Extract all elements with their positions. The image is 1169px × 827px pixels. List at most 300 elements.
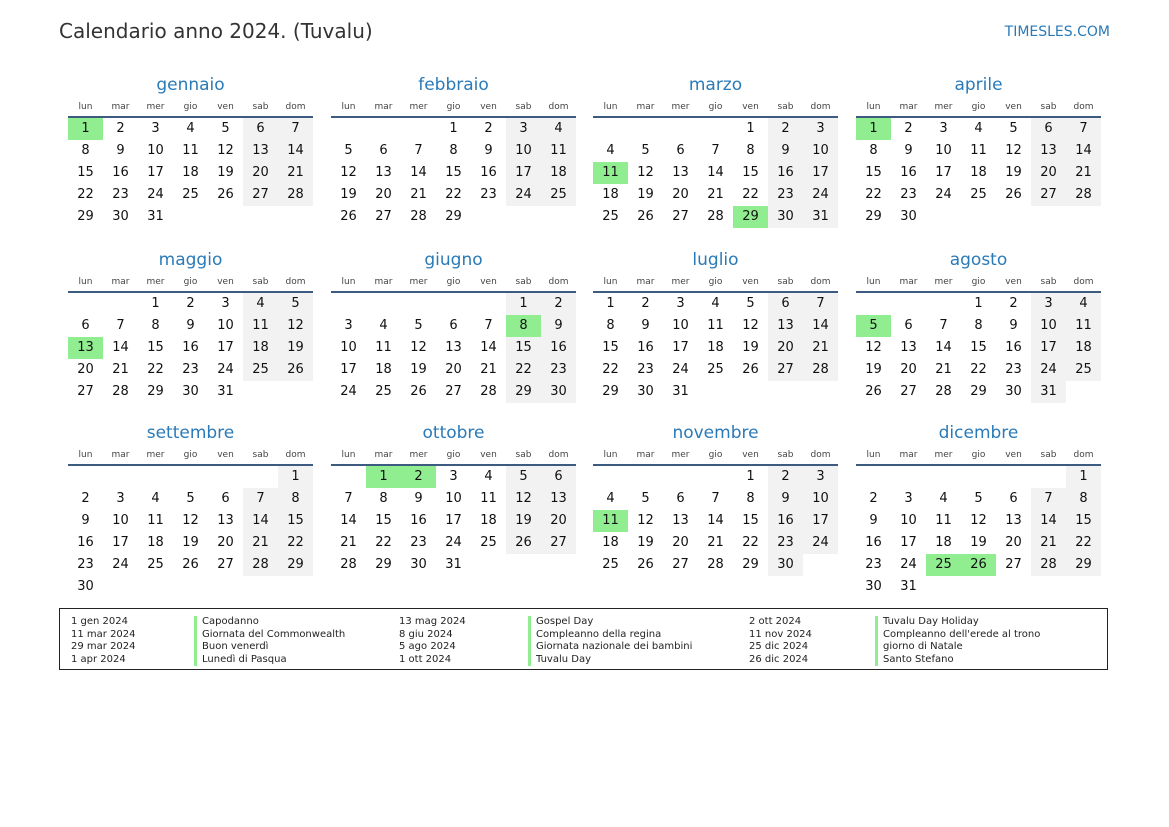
day-cell: 8 [278, 488, 313, 510]
day-cell: 11 [935, 513, 952, 528]
month-name: maggio [158, 250, 223, 270]
day-cell: 25 [147, 557, 164, 572]
day-cell: 24 [900, 557, 917, 572]
day-cell: 29 [733, 206, 768, 228]
empty-cell [68, 466, 103, 488]
empty-cell [208, 576, 243, 598]
empty-cell [278, 206, 313, 228]
day-cell: 29 [278, 554, 313, 576]
weekday-label: gio [971, 102, 986, 112]
day-cell: 24 [445, 535, 462, 550]
day-cell: 4 [606, 491, 615, 506]
day-cell: 30 [1005, 384, 1022, 399]
legend-date: 8 giu 2024 [399, 628, 453, 640]
day-cell: 28 [410, 209, 427, 224]
day-cell: 25 [707, 362, 724, 377]
day-cell: 10 [112, 513, 129, 528]
empty-cell [243, 466, 278, 488]
day-cell: 26 [278, 359, 313, 381]
day-cell: 22 [77, 187, 94, 202]
day-cell: 28 [480, 384, 497, 399]
empty-cell [541, 554, 576, 576]
day-cell: 14 [707, 513, 724, 528]
month-name: febbraio [418, 75, 489, 95]
day-cell: 4 [186, 121, 195, 136]
day-cell: 29 [506, 381, 541, 403]
week-row [593, 315, 838, 337]
day-cell: 7 [243, 488, 278, 510]
weekday-label: mer [146, 450, 165, 460]
week-row [68, 315, 313, 337]
weekday-label: sab [515, 277, 532, 287]
day-cell: 18 [707, 340, 724, 355]
day-cell: 29 [742, 557, 759, 572]
weekday-label: dom [810, 277, 831, 287]
day-cell: 29 [970, 384, 987, 399]
day-cell: 14 [1066, 140, 1101, 162]
empty-cell [768, 381, 803, 403]
day-cell: 2 [116, 121, 125, 136]
legend-date: 25 dic 2024 [749, 641, 809, 652]
day-cell: 6 [449, 318, 458, 333]
empty-cell [506, 554, 541, 576]
day-cell: 23 [182, 362, 199, 377]
day-cell: 9 [414, 491, 423, 506]
day-cell: 1 [68, 118, 103, 140]
day-cell: 20 [1031, 162, 1066, 184]
day-cell: 22 [970, 362, 987, 377]
site-link[interactable]: TIMESLES.COM [1004, 24, 1110, 40]
day-cell: 6 [379, 143, 388, 158]
month-aprile [856, 73, 1101, 228]
day-cell: 28 [112, 384, 129, 399]
month-dicembre [856, 421, 1101, 598]
month-agosto [856, 248, 1101, 403]
day-cell: 20 [375, 187, 392, 202]
day-cell: 18 [375, 362, 392, 377]
day-cell: 26 [410, 384, 427, 399]
day-cell: 1 [606, 296, 615, 311]
day-cell: 25 [375, 384, 392, 399]
weekday-label: dom [285, 102, 306, 112]
day-cell: 24 [340, 384, 357, 399]
day-cell: 8 [449, 143, 458, 158]
month-ottobre [331, 421, 576, 576]
weekday-label: ven [742, 277, 759, 287]
day-cell: 13 [672, 165, 689, 180]
day-cell: 15 [865, 165, 882, 180]
weekday-header [856, 273, 1101, 293]
day-cell: 25 [243, 359, 278, 381]
weekday-label: ven [480, 277, 497, 287]
day-cell: 15 [445, 165, 462, 180]
day-cell: 2 [904, 121, 913, 136]
day-cell: 1 [746, 121, 755, 136]
day-cell: 3 [151, 121, 160, 136]
legend-holiday-name: Giornata nazionale dei bambini [528, 641, 692, 654]
day-cell: 2 [768, 466, 803, 488]
day-cell: 1 [449, 121, 458, 136]
day-cell: 3 [904, 491, 913, 506]
day-cell: 31 [445, 557, 462, 572]
day-cell: 7 [803, 293, 838, 315]
day-cell: 18 [602, 187, 619, 202]
week-row [68, 532, 313, 554]
empty-cell [856, 293, 891, 315]
weekday-header [68, 98, 313, 118]
week-row [856, 293, 1101, 315]
weekday-label: dom [810, 450, 831, 460]
month-name: agosto [949, 250, 1008, 270]
day-cell: 10 [340, 340, 357, 355]
week-row [68, 381, 313, 403]
day-cell: 29 [1066, 554, 1101, 576]
day-cell: 10 [217, 318, 234, 333]
empty-cell [331, 466, 366, 488]
week-row [68, 206, 313, 228]
day-cell: 11 [970, 143, 987, 158]
legend-dates-col-3 [749, 616, 812, 666]
day-cell: 5 [278, 293, 313, 315]
weekday-header [331, 98, 576, 118]
legend-names-col-3 [875, 616, 1040, 666]
day-cell: 29 [602, 384, 619, 399]
day-cell: 5 [414, 318, 423, 333]
empty-cell [243, 206, 278, 228]
day-cell: 28 [803, 359, 838, 381]
week-row [856, 140, 1101, 162]
day-cell: 23 [1005, 362, 1022, 377]
empty-cell [733, 381, 768, 403]
day-cell: 17 [672, 340, 689, 355]
empty-cell [698, 466, 733, 488]
weekday-label: mer [409, 450, 428, 460]
day-cell: 27 [1031, 184, 1066, 206]
day-cell: 7 [116, 318, 125, 333]
weekday-label: gio [708, 450, 723, 460]
day-cell: 26 [506, 532, 541, 554]
day-cell: 10 [803, 488, 838, 510]
weekday-label: ven [480, 450, 497, 460]
empty-cell [1031, 466, 1066, 488]
weekday-label: lun [603, 277, 618, 287]
empty-cell [803, 554, 838, 576]
day-cell: 16 [112, 165, 129, 180]
day-cell: 6 [768, 293, 803, 315]
day-cell: 25 [602, 557, 619, 572]
weekday-label: mer [934, 277, 953, 287]
day-cell: 30 [768, 554, 803, 576]
day-cell: 9 [904, 143, 913, 158]
weekday-label: mar [374, 450, 393, 460]
week-row [856, 359, 1101, 381]
legend-holiday-name: Gospel Day [528, 616, 692, 629]
day-cell: 2 [484, 121, 493, 136]
day-cell: 18 [935, 535, 952, 550]
day-cell: 26 [865, 384, 882, 399]
weekday-label: dom [1073, 277, 1094, 287]
month-name: aprile [954, 75, 1003, 95]
empty-cell [506, 206, 541, 228]
day-cell: 7 [711, 491, 720, 506]
week-row [68, 488, 313, 510]
day-cell: 7 [278, 118, 313, 140]
day-cell: 31 [1031, 381, 1066, 403]
day-cell: 25 [1066, 359, 1101, 381]
day-cell: 25 [926, 554, 961, 576]
day-cell: 20 [445, 362, 462, 377]
empty-cell [471, 554, 506, 576]
day-cell: 14 [803, 315, 838, 337]
week-row [593, 293, 838, 315]
empty-cell [278, 381, 313, 403]
day-cell: 11 [182, 143, 199, 158]
day-cell: 26 [961, 554, 996, 576]
day-cell: 30 [541, 381, 576, 403]
day-cell: 16 [865, 535, 882, 550]
legend-dates-col-1 [71, 616, 136, 666]
day-cell: 6 [1031, 118, 1066, 140]
day-cell: 2 [186, 296, 195, 311]
day-cell: 27 [672, 209, 689, 224]
day-cell: 16 [1005, 340, 1022, 355]
month-luglio [593, 248, 838, 403]
day-cell: 15 [77, 165, 94, 180]
week-row [331, 554, 576, 576]
day-cell: 14 [707, 165, 724, 180]
empty-cell [278, 576, 313, 598]
day-cell: 12 [742, 318, 759, 333]
day-cell: 9 [81, 513, 90, 528]
day-cell: 18 [182, 165, 199, 180]
week-row [856, 184, 1101, 206]
day-cell: 15 [375, 513, 392, 528]
page-title: Calendario anno 2024. (Tuvalu) [59, 19, 373, 43]
week-row [331, 381, 576, 403]
day-cell: 31 [900, 579, 917, 594]
month-name: ottobre [422, 423, 485, 443]
day-cell: 30 [637, 384, 654, 399]
legend-date: 1 gen 2024 [71, 616, 129, 627]
day-cell: 1 [1066, 466, 1101, 488]
day-cell: 1 [506, 293, 541, 315]
day-cell: 9 [186, 318, 195, 333]
legend-date: 13 mag 2024 [399, 616, 466, 627]
weekday-header [856, 446, 1101, 466]
day-cell: 13 [375, 165, 392, 180]
day-cell: 15 [742, 165, 759, 180]
week-row [331, 162, 576, 184]
week-row [68, 162, 313, 184]
day-cell: 25 [970, 187, 987, 202]
day-cell: 21 [803, 337, 838, 359]
legend-holiday-name: Giornata del Commonwealth [194, 629, 345, 642]
empty-cell [103, 466, 138, 488]
week-row [593, 206, 838, 228]
day-cell: 24 [935, 187, 952, 202]
day-cell: 7 [1031, 488, 1066, 510]
day-cell: 1 [856, 118, 891, 140]
empty-cell [663, 118, 698, 140]
day-cell: 11 [593, 162, 628, 184]
day-cell: 24 [217, 362, 234, 377]
day-cell: 10 [900, 513, 917, 528]
day-cell: 19 [970, 535, 987, 550]
week-row [593, 140, 838, 162]
day-cell: 11 [707, 318, 724, 333]
day-cell: 3 [803, 118, 838, 140]
day-cell: 19 [340, 187, 357, 202]
day-cell: 14 [112, 340, 129, 355]
day-cell: 27 [768, 359, 803, 381]
empty-cell [1066, 576, 1101, 598]
day-cell: 24 [803, 184, 838, 206]
day-cell: 2 [401, 466, 436, 488]
weekday-label: lun [603, 450, 618, 460]
month-marzo [593, 73, 838, 228]
day-cell: 24 [506, 184, 541, 206]
day-cell: 15 [278, 510, 313, 532]
day-cell: 11 [480, 491, 497, 506]
day-cell: 15 [602, 340, 619, 355]
empty-cell [208, 466, 243, 488]
day-cell: 28 [1031, 554, 1066, 576]
empty-cell [173, 466, 208, 488]
empty-cell [628, 118, 663, 140]
day-cell: 5 [221, 121, 230, 136]
day-cell: 8 [506, 315, 541, 337]
day-cell: 14 [480, 340, 497, 355]
weekday-label: gio [183, 450, 198, 460]
empty-cell [593, 466, 628, 488]
day-cell: 7 [484, 318, 493, 333]
empty-cell [401, 293, 436, 315]
day-cell: 28 [707, 557, 724, 572]
day-cell: 26 [637, 557, 654, 572]
weekday-label: dom [1073, 102, 1094, 112]
empty-cell [103, 293, 138, 315]
day-cell: 27 [243, 184, 278, 206]
day-cell: 22 [742, 535, 759, 550]
day-cell: 5 [856, 315, 891, 337]
day-cell: 30 [77, 579, 94, 594]
day-cell: 27 [672, 557, 689, 572]
day-cell: 4 [151, 491, 160, 506]
day-cell: 5 [1009, 121, 1018, 136]
weekday-label: ven [217, 102, 234, 112]
day-cell: 26 [742, 362, 759, 377]
day-cell: 9 [641, 318, 650, 333]
day-cell: 20 [672, 187, 689, 202]
day-cell: 1 [151, 296, 160, 311]
day-cell: 13 [243, 140, 278, 162]
week-row [593, 554, 838, 576]
day-cell: 15 [147, 340, 164, 355]
empty-cell [996, 466, 1031, 488]
weekday-label: mar [636, 277, 655, 287]
day-cell: 3 [939, 121, 948, 136]
legend-date: 11 mar 2024 [71, 628, 136, 640]
day-cell: 25 [480, 535, 497, 550]
day-cell: 28 [278, 184, 313, 206]
weekday-label: mer [934, 450, 953, 460]
day-cell: 29 [147, 384, 164, 399]
weekday-header [856, 98, 1101, 118]
day-cell: 8 [81, 143, 90, 158]
week-row [856, 118, 1101, 140]
day-cell: 8 [974, 318, 983, 333]
empty-cell [856, 466, 891, 488]
day-cell: 10 [1031, 315, 1066, 337]
week-row [331, 359, 576, 381]
weekday-label: sab [777, 277, 794, 287]
month-name: dicembre [938, 423, 1019, 443]
weekday-label: mar [374, 277, 393, 287]
weekday-label: sab [777, 450, 794, 460]
week-row [68, 576, 313, 598]
day-cell: 20 [541, 510, 576, 532]
day-cell: 14 [1031, 510, 1066, 532]
week-row [593, 337, 838, 359]
day-cell: 8 [1066, 488, 1101, 510]
day-cell: 29 [445, 209, 462, 224]
weekday-label: mar [636, 450, 655, 460]
day-cell: 20 [768, 337, 803, 359]
day-cell: 17 [147, 165, 164, 180]
day-cell: 13 [1005, 513, 1022, 528]
day-cell: 26 [340, 209, 357, 224]
day-cell: 13 [900, 340, 917, 355]
weekday-label: gio [446, 277, 461, 287]
day-cell: 11 [243, 315, 278, 337]
day-cell: 8 [379, 491, 388, 506]
day-cell: 16 [541, 337, 576, 359]
weekday-label: lun [341, 277, 356, 287]
day-cell: 25 [541, 184, 576, 206]
day-cell: 9 [541, 315, 576, 337]
day-cell: 12 [865, 340, 882, 355]
day-cell: 2 [81, 491, 90, 506]
day-cell: 7 [344, 491, 353, 506]
day-cell: 8 [606, 318, 615, 333]
weekday-label: sab [777, 102, 794, 112]
weekday-label: mar [374, 102, 393, 112]
week-row [68, 293, 313, 315]
weekday-label: lun [866, 450, 881, 460]
weekday-label: gio [708, 277, 723, 287]
day-cell: 10 [445, 491, 462, 506]
day-cell: 27 [77, 384, 94, 399]
day-cell: 20 [217, 535, 234, 550]
weekday-label: mar [899, 102, 918, 112]
day-cell: 19 [637, 187, 654, 202]
week-row [593, 184, 838, 206]
empty-cell [208, 206, 243, 228]
month-febbraio [331, 73, 576, 228]
weekday-label: gio [971, 277, 986, 287]
weekday-label: mar [636, 102, 655, 112]
day-cell: 15 [742, 513, 759, 528]
day-cell: 23 [480, 187, 497, 202]
day-cell: 21 [480, 362, 497, 377]
day-cell: 6 [904, 318, 913, 333]
day-cell: 23 [768, 532, 803, 554]
day-cell: 5 [641, 491, 650, 506]
week-row [593, 488, 838, 510]
weekday-header [593, 98, 838, 118]
legend-holiday-name: Buon venerdì [194, 641, 345, 654]
day-cell: 17 [900, 535, 917, 550]
